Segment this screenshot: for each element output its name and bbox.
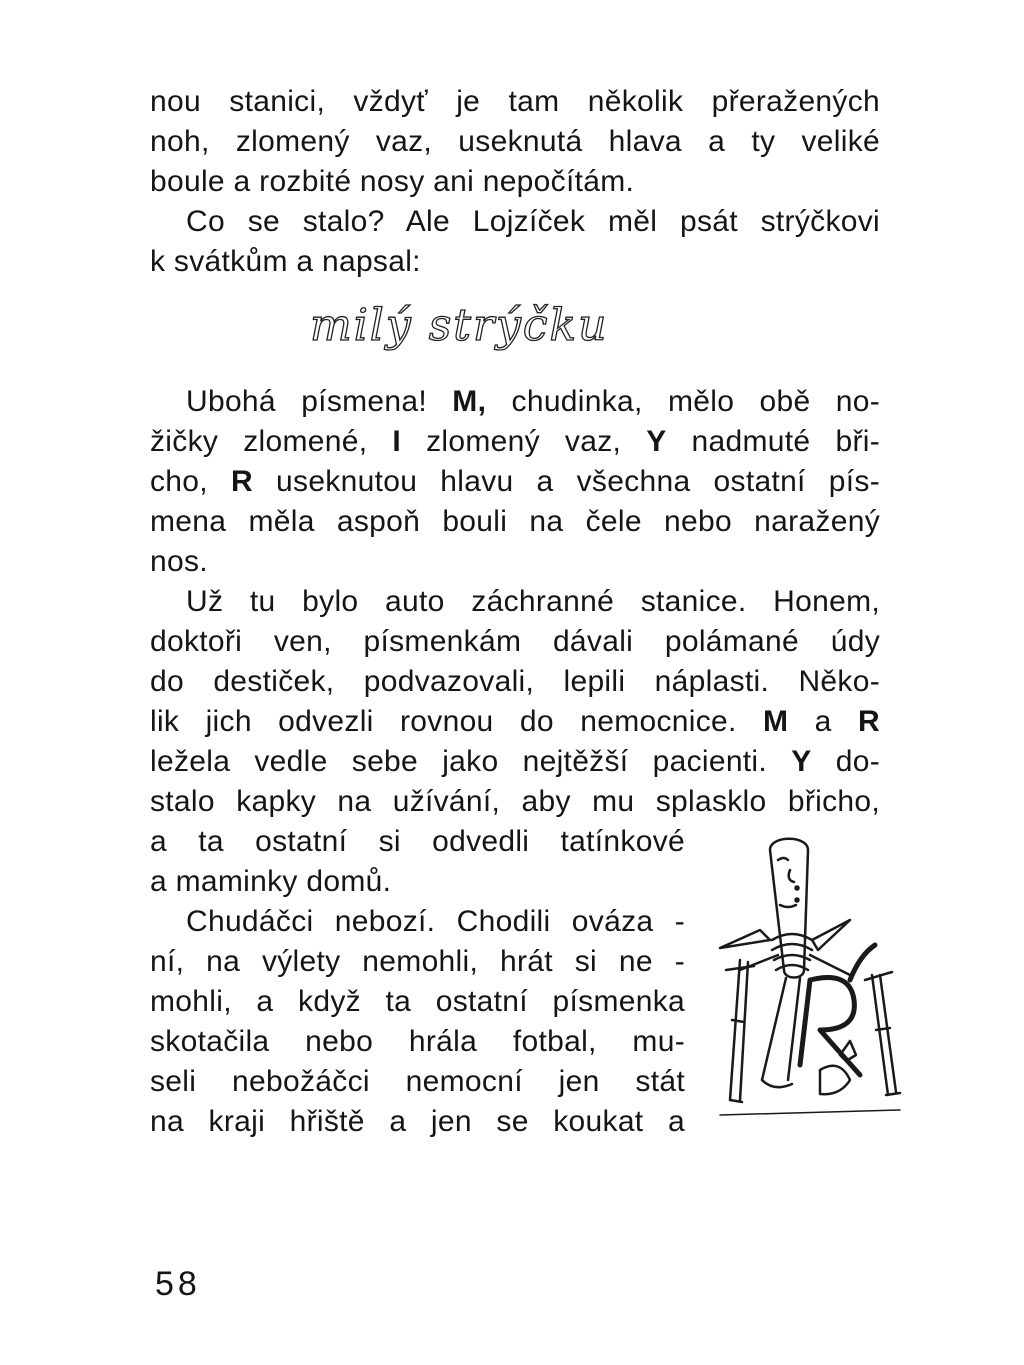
text-line: ležela vedle sebe jako nejtěžší pacienti. Y do-: [150, 745, 880, 778]
text-line: do destiček, podvazovali, lepili náplasti. Něko-: [150, 665, 880, 698]
handwritten-text: milý strýčku: [310, 300, 609, 351]
crutch-icon: [726, 960, 754, 1102]
text-line: seli nebožáčci nemocní jen stát: [150, 1065, 685, 1098]
page-number: 58: [155, 1265, 201, 1303]
text-line: nou stanici, vždyť je tam několik přeražených: [150, 85, 880, 118]
text-line: boule a rozbité nosy ani nepočítám.: [150, 165, 635, 198]
text-line: mena měla aspoň bouli na čele nebo naražený: [150, 505, 880, 538]
text-line: a maminky domů.: [150, 865, 392, 898]
text-line: Chudáčci nebozí. Chodili ováza -: [186, 905, 685, 938]
text-line: skotačila nebo hrála fotbal, mu-: [150, 1025, 685, 1058]
text-line: Co se stalo? Ale Lojzíček měl psát strýčkovi: [186, 205, 880, 238]
text-line: na kraji hřiště a jen se koukat a: [150, 1105, 685, 1138]
text-line: ní, na výlety nemohli, hrát si ne -: [150, 945, 685, 978]
letter-r-figure: [800, 978, 860, 1076]
text-line: Ubohá písmena! M, chudinka, mělo obě no-: [186, 385, 880, 418]
text-line: stalo kapky na užívání, aby mu splasklo břicho,: [150, 785, 880, 818]
text-line: k svátkům a napsal:: [150, 245, 421, 278]
text-line: noh, zlomený vaz, useknutá hlava a ty veliké: [150, 125, 880, 158]
injured-letters-illustration: [700, 830, 920, 1130]
handwritten-greeting: [300, 288, 720, 378]
text-line: a ta ostatní si odvedli tatínkové: [150, 825, 685, 858]
text-line: doktoři ven, písmenkám dávali polámané údy: [150, 625, 880, 658]
crutch-icon: [865, 972, 900, 1095]
text-line: lik jich odvezli rovnou do nemocnice. M a R: [150, 705, 880, 738]
text-line: Už tu bylo auto záchranné stanice. Honem,: [186, 585, 880, 618]
text-line: nos.: [150, 545, 208, 578]
text-line: mohli, a když ta ostatní písmenka: [150, 985, 685, 1018]
text-line: žičky zlomené, I zlomený vaz, Y nadmuté bři-: [150, 425, 880, 458]
text-line: cho, R useknutou hlavu a všechna ostatní pís-: [150, 465, 880, 498]
